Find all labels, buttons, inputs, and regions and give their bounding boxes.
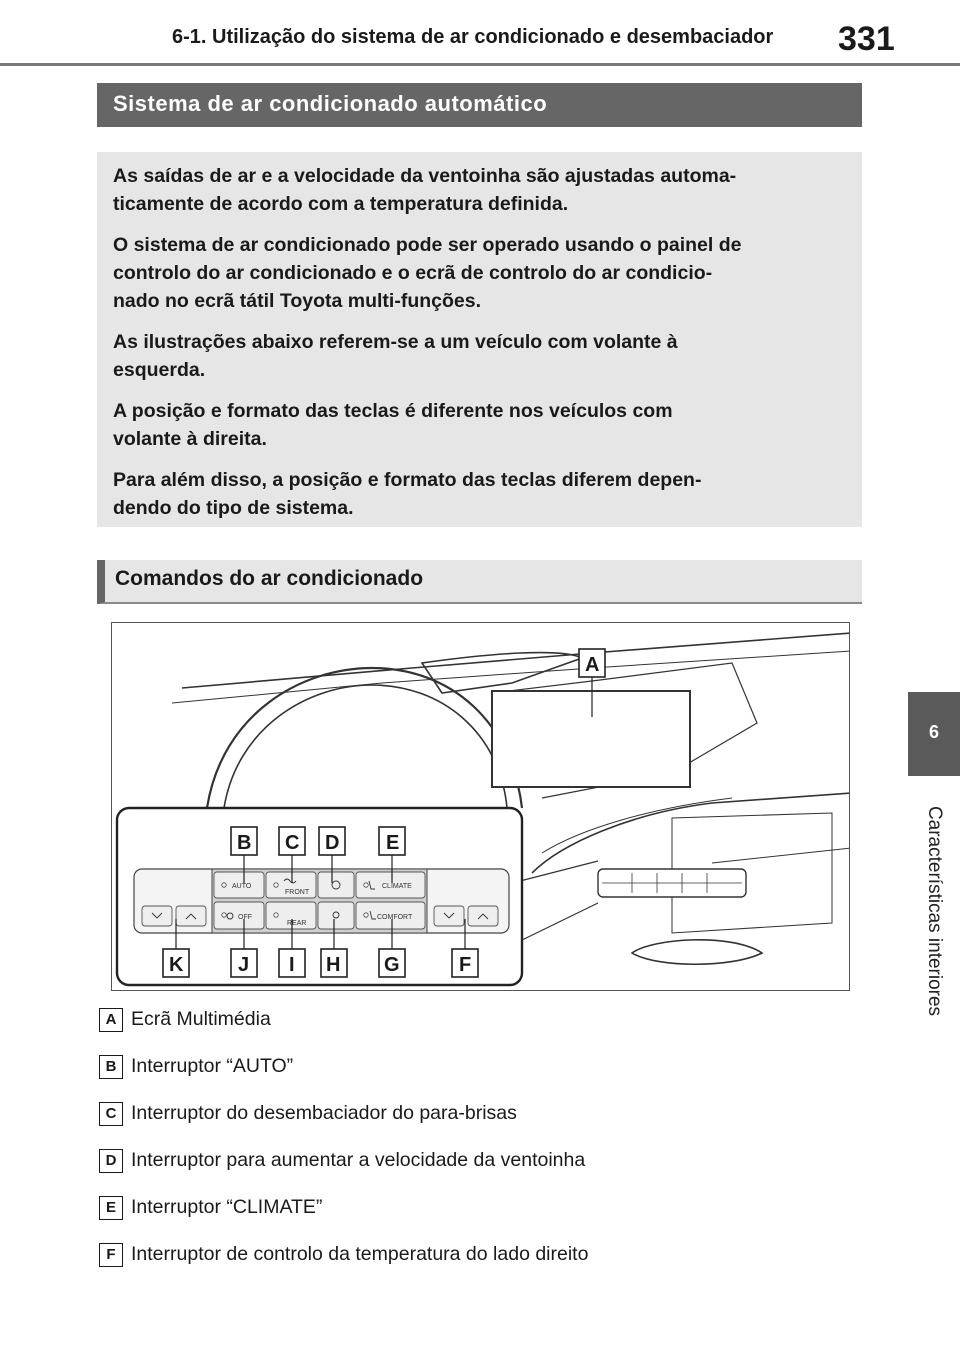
callout-h: H xyxy=(326,954,341,976)
chapter-heading: 6-1. Utilização do sistema de ar condicionado e desembaciador xyxy=(172,26,774,48)
front-button-label: FRONT xyxy=(285,889,310,896)
callout-e: E xyxy=(386,832,400,854)
callout-i: I xyxy=(289,954,295,976)
auto-button-label: AUTO xyxy=(232,883,252,890)
climate-button-label: CLIMATE xyxy=(382,883,412,890)
rear-button-label: REAR xyxy=(287,920,307,927)
off-button-label: OFF xyxy=(238,914,252,921)
legend-text-d: Interruptor para aumentar a velocidade da ventoinha xyxy=(131,1149,586,1171)
fan-down-button[interactable] xyxy=(318,902,354,929)
zoom-line-top xyxy=(520,861,598,881)
fan-up-button[interactable] xyxy=(318,872,354,898)
callout-g: G xyxy=(384,954,400,976)
callout-d: D xyxy=(325,832,340,854)
legend-text-f: Interruptor de controlo da temperatura do lado direito xyxy=(131,1243,589,1265)
callout-c: C xyxy=(285,832,300,854)
chapter-tab-number: 6 xyxy=(928,722,939,742)
left-temp-down-button[interactable] xyxy=(142,906,172,926)
cupholder xyxy=(632,940,762,964)
left-temp-up-button[interactable] xyxy=(176,906,206,926)
intro-box xyxy=(97,152,862,527)
dash-top-line xyxy=(182,633,850,688)
section-heading-controls xyxy=(97,560,862,604)
dash-lower-curve xyxy=(532,793,850,873)
right-temp-up-button[interactable] xyxy=(468,906,498,926)
legend-text-b: Interruptor “AUTO” xyxy=(131,1055,294,1077)
intro-paragraph: O sistema de ar condicionado pode ser operado usando o painel de controlo do ar condicionado e o ecrã de controlo do ar condicio- nado no ecrã tátil Toyota multi-funções. xyxy=(113,234,742,312)
section-heading-auto-ac xyxy=(97,83,862,127)
callout-k: K xyxy=(169,954,184,976)
page-number: 331 xyxy=(838,20,895,58)
callout-a: A xyxy=(585,654,600,676)
chapter-side-label-text: Características interiores xyxy=(924,805,945,1017)
intro-paragraph: Para além disso, a posição e formato das teclas diferem depen- dendo do tipo de sistema. xyxy=(113,469,702,519)
dashboard-illustration xyxy=(111,622,850,991)
multimedia-screen xyxy=(492,691,690,787)
legend-text-a: Ecrã Multimédia xyxy=(131,1008,271,1030)
legend-text-e: Interruptor “CLIMATE” xyxy=(131,1196,323,1218)
dashboard-svg xyxy=(112,623,850,991)
callout-f: F xyxy=(459,954,472,976)
zoom-line-bottom xyxy=(520,903,598,941)
legend-key-d: D xyxy=(99,1149,123,1173)
section-title: Sistema de ar condicionado automático xyxy=(113,91,548,116)
legend-text-c: Interruptor do desembaciador do para-brisas xyxy=(131,1102,517,1124)
legend-key-a: A xyxy=(99,1008,123,1032)
intro-paragraph: As saídas de ar e a velocidade da ventoinha são ajustadas automa- ticamente de acordo com a temperatura definida. xyxy=(113,165,737,215)
page-header xyxy=(0,0,960,68)
legend-key-c: C xyxy=(99,1102,123,1126)
legend-key-b: B xyxy=(99,1055,123,1079)
section-title: Comandos do ar condicionado xyxy=(115,567,424,590)
intro-paragraph: A posição e formato das teclas é diferente nos veículos com volante à direita. xyxy=(113,400,673,450)
chapter-tab[interactable] xyxy=(908,692,960,776)
dash-trim-line xyxy=(712,848,850,863)
intro-paragraph: As ilustrações abaixo referem-se a um veículo com volante à esquerda. xyxy=(113,331,678,381)
comfort-button-label: COMFORT xyxy=(377,914,413,921)
legend-key-e: E xyxy=(99,1196,123,1220)
right-temp-down-button[interactable] xyxy=(434,906,464,926)
legend-key-f: F xyxy=(99,1243,123,1267)
header-rule xyxy=(0,63,960,66)
callout-j: J xyxy=(238,954,250,976)
callout-b: B xyxy=(237,832,252,854)
